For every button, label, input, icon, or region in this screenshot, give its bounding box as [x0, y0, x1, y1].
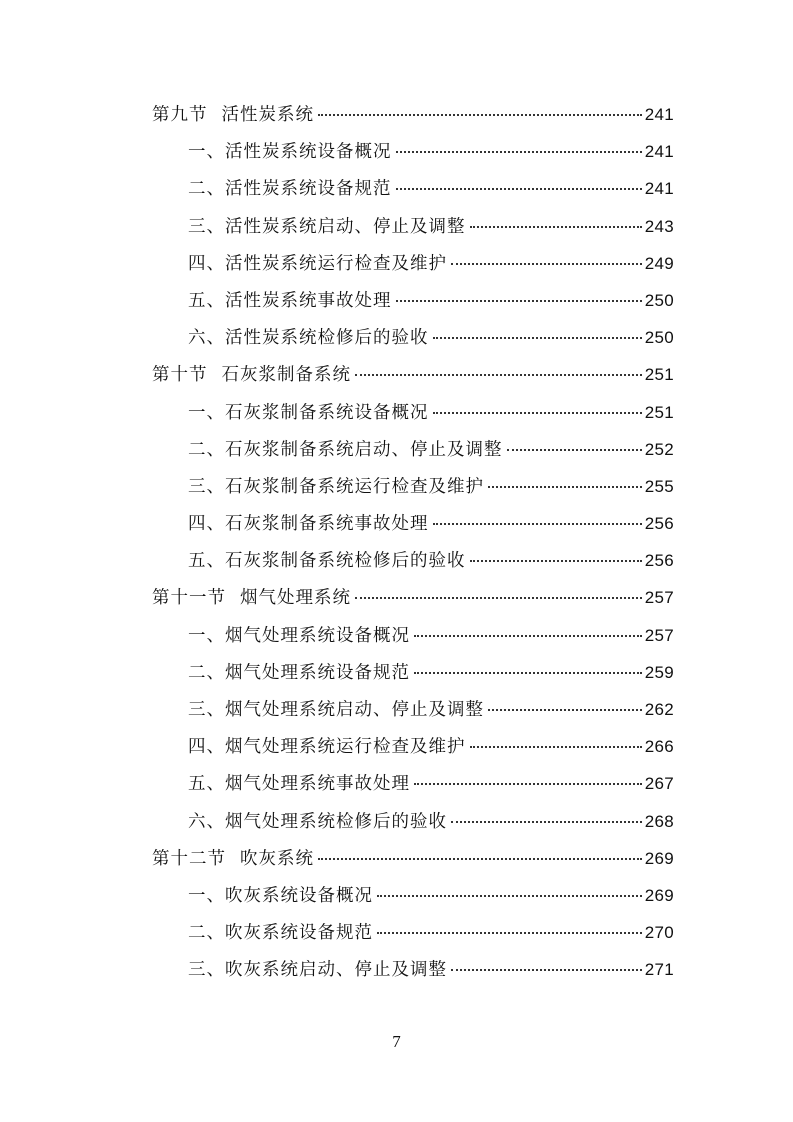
toc-entry-title: 五、烟气处理系统事故处理 [188, 774, 410, 795]
toc-item-entry[interactable] [152, 882, 674, 919]
toc-section-number: 第九节 [152, 105, 208, 125]
toc-entry-title: 活性炭系统 [221, 105, 314, 125]
toc-item-entry[interactable] [152, 956, 674, 993]
toc-dot-leader [377, 932, 642, 934]
toc-entry-title: 吹灰系统 [240, 848, 314, 869]
toc-entry-title: 一、活性炭系统设备概况 [188, 142, 392, 163]
toc-item-entry[interactable] [152, 138, 674, 175]
toc-entry-title: 二、烟气处理系统设备规范 [188, 662, 410, 683]
toc-page-number: 241 [644, 105, 674, 124]
toc-entry-title: 四、活性炭系统运行检查及维护 [188, 253, 447, 274]
toc-page-number: 257 [644, 625, 674, 645]
toc-item-entry[interactable] [152, 213, 674, 250]
toc-entry-title: 烟气处理系统 [240, 588, 351, 609]
toc-dot-leader [507, 449, 642, 451]
toc-page-number: 251 [644, 365, 674, 385]
toc-item-entry[interactable] [152, 473, 674, 510]
toc-entry-title: 三、石灰浆制备系统运行检查及维护 [188, 476, 484, 497]
toc-entry-title: 一、吹灰系统设备概况 [188, 885, 373, 906]
toc-entry-title: 四、烟气处理系统运行检查及维护 [188, 737, 466, 758]
toc-page-number: 269 [644, 848, 674, 868]
toc-entry-title: 石灰浆制备系统 [221, 365, 351, 386]
toc-section-entry[interactable] [152, 101, 674, 138]
toc-entry-title: 三、活性炭系统启动、停止及调整 [188, 216, 466, 237]
toc-dot-leader [451, 821, 642, 823]
toc-page-number: 255 [644, 476, 674, 496]
toc-entry-title: 六、活性炭系统检修后的验收 [188, 328, 429, 349]
toc-item-entry[interactable] [152, 250, 674, 287]
toc-dot-leader [433, 337, 642, 339]
toc-page-number: 256 [644, 514, 674, 534]
toc-page-number: 269 [644, 885, 674, 905]
toc-section-entry[interactable] [152, 584, 674, 621]
toc-dot-leader [414, 783, 642, 785]
toc-entry-title: 五、石灰浆制备系统检修后的验收 [188, 551, 466, 572]
toc-page-number: 251 [644, 402, 674, 422]
toc-entry-title: 三、吹灰系统启动、停止及调整 [188, 960, 447, 981]
toc-item-entry[interactable] [152, 770, 674, 807]
toc-item-entry[interactable] [152, 808, 674, 845]
toc-dot-leader [470, 746, 642, 748]
toc-item-entry[interactable] [152, 733, 674, 770]
page-number: 7 [392, 1032, 401, 1051]
toc-page-number: 259 [644, 662, 674, 682]
toc-item-entry[interactable] [152, 436, 674, 473]
toc-dot-leader [414, 672, 642, 674]
toc-page-number: 249 [644, 253, 674, 273]
toc-page-number: 252 [644, 439, 674, 459]
toc-item-entry[interactable] [152, 175, 674, 212]
toc-dot-leader [396, 151, 642, 153]
toc-item-entry[interactable] [152, 659, 674, 696]
toc-page-number: 241 [644, 179, 674, 199]
table-of-contents [152, 101, 674, 994]
toc-page-number: 267 [644, 774, 674, 794]
toc-dot-leader [451, 969, 642, 971]
toc-dot-leader [377, 895, 642, 897]
toc-page-number: 250 [644, 290, 674, 310]
toc-page-number: 270 [644, 923, 674, 943]
toc-section-number: 第十节 [152, 365, 208, 386]
toc-entry-title: 四、石灰浆制备系统事故处理 [188, 514, 429, 535]
toc-entry-title: 一、烟气处理系统设备概况 [188, 625, 410, 646]
toc-dot-leader [414, 635, 642, 637]
toc-section-number: 第十二节 [152, 848, 226, 869]
toc-section-entry[interactable] [152, 845, 674, 882]
toc-section-number: 第十一节 [152, 588, 226, 609]
toc-page-number: 250 [644, 328, 674, 348]
toc-page-number: 243 [644, 216, 674, 236]
toc-dot-leader [433, 523, 642, 525]
toc-dot-leader [433, 412, 642, 414]
toc-entry-title: 三、烟气处理系统启动、停止及调整 [188, 700, 484, 720]
toc-page-number: 271 [644, 960, 674, 980]
toc-dot-leader [396, 188, 642, 190]
toc-dot-leader [488, 486, 642, 488]
toc-item-entry[interactable] [152, 547, 674, 584]
toc-dot-leader [451, 263, 642, 265]
toc-page-number: 241 [644, 142, 674, 162]
toc-dot-leader [488, 709, 642, 711]
toc-entry-title: 一、石灰浆制备系统设备概况 [188, 402, 429, 423]
toc-entry-title: 五、活性炭系统事故处理 [188, 290, 392, 311]
toc-entry-title: 二、石灰浆制备系统启动、停止及调整 [188, 439, 503, 460]
toc-page-number: 266 [644, 737, 674, 757]
toc-dot-leader [355, 374, 642, 376]
toc-item-entry[interactable] [152, 324, 674, 361]
toc-item-entry[interactable] [152, 510, 674, 547]
toc-dot-leader [470, 226, 642, 228]
toc-item-entry[interactable] [152, 919, 674, 956]
toc-entry-title: 二、吹灰系统设备规范 [188, 923, 373, 944]
toc-entry-title: 六、烟气处理系统检修后的验收 [188, 811, 447, 832]
toc-page-number: 262 [644, 700, 674, 719]
toc-dot-leader [396, 300, 642, 302]
toc-dot-leader [355, 597, 642, 599]
toc-item-entry[interactable] [152, 622, 674, 659]
toc-item-entry[interactable] [152, 696, 674, 733]
toc-section-entry[interactable] [152, 361, 674, 398]
toc-page-number: 257 [644, 588, 674, 608]
toc-page-number: 268 [644, 811, 674, 831]
toc-page-number: 256 [644, 551, 674, 571]
toc-item-entry[interactable] [152, 287, 674, 324]
toc-dot-leader [318, 114, 642, 116]
toc-entry-title: 二、活性炭系统设备规范 [188, 179, 392, 200]
toc-dot-leader [470, 560, 642, 562]
toc-item-entry[interactable] [152, 399, 674, 436]
toc-dot-leader [318, 858, 642, 860]
